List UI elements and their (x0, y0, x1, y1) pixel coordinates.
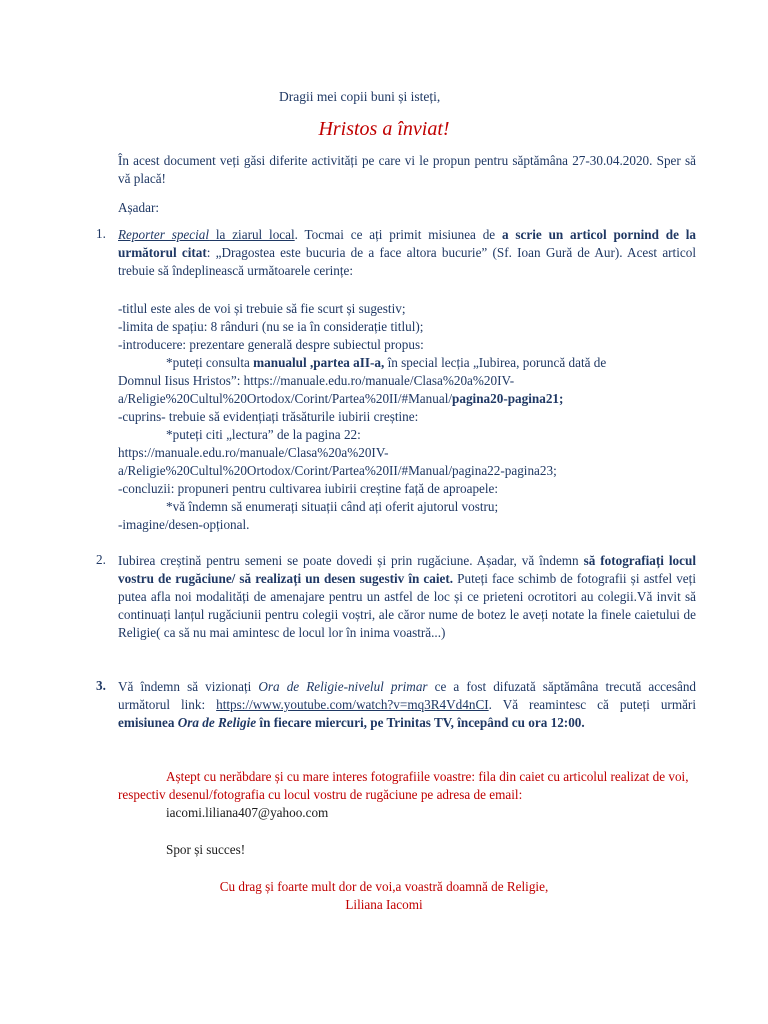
item1-line6-bold: pagina20-pagina21; (452, 391, 564, 406)
asadar-label: Așadar: (118, 200, 160, 215)
item1-line3: -introducere: prezentare generală despre subiectul propus: (118, 337, 424, 352)
email-address[interactable]: iacomi.liliana407@yahoo.com (166, 805, 329, 820)
closing-text: Aștept cu nerăbdare și cu mare interes fotografiile voastre: fila din caiet cu articolul realizat de voi, respectiv desenul/fotografia cu locul vostru de rugăciune pe adresa de email: (118, 769, 689, 802)
item2-text2: Puteți face schimb de fotografii și astfel veți putea afla noi modalități de amenajare pentru un astfel de loc și ce prieteni ocrotitori au colegii.Vă invit să continuați lanțul rugăciunii pentru colegii voștri, ale căror nume de botez le aveți notate la finele caietului de Religie( ca să nu mai amintesc de locul lor în inima voastră...) (118, 571, 696, 640)
item3-bold1: emisiunea (118, 715, 178, 730)
signature-name: Liliana Iacomi (345, 897, 423, 912)
wish-text: Spor și succes! (166, 842, 246, 857)
item3-paragraph (118, 678, 696, 732)
item1-bold1: a scrie un articol pornind de la următorul citat (118, 227, 697, 260)
item1-title2: la ziarul local (209, 227, 295, 242)
item1-line4 (166, 354, 606, 372)
item3-bolditalic: Ora de Religie (177, 715, 257, 730)
item1-line9: https://manuale.edu.ro/manuale/Clasa%20a%20IV- (118, 445, 389, 460)
item1-line4-rest: în special lecția „Iubirea, poruncă dată de (384, 355, 607, 370)
item1-line4-text: *puteți consulta (166, 355, 254, 370)
item3-italic1: Ora de Religie-nivelul primar (258, 679, 428, 694)
item2-text1: Iubirea creștină pentru semeni se poate dovedi și prin rugăciune. Așadar, vă îndemn (118, 553, 584, 568)
item3-text1: Vă îndemn să vizionați (118, 679, 259, 694)
item1-line4-bold: manualul ,partea aII-a, (253, 355, 385, 370)
item1-text1: . Tocmai ce ați primit misiunea de (294, 227, 502, 242)
item1-line11: -concluzii: propuneri pentru cultivarea iubirii creștine față de aproapele: (118, 481, 499, 496)
item1-line12: *vă îndemn să enumerați situații când ați oferit ajutorul vostru; (166, 499, 499, 514)
item1-line6 (118, 390, 563, 408)
item3-text2: ce a fost difuzată săptămâna trecută accesând următorul link: (118, 679, 697, 712)
item3-bold2: în fiecare miercuri, pe Trinitas TV, începând cu ora 12:00. (256, 715, 585, 730)
item1-line7: -cuprins- trebuie să evidențiați trăsăturile iubirii creștine: (118, 409, 419, 424)
item2-paragraph (118, 552, 696, 642)
item1-line2: -limita de spațiu: 8 rânduri (nu se ia în considerație titlul); (118, 319, 424, 334)
item1-line6-text: a/Religie%20Cultul%20Ortodox/Corint/Partea%20II/#Manual/ (118, 391, 453, 406)
item1-line10: a/Religie%20Cultul%20Ortodox/Corint/Partea%20II/#Manual/pagina22-pagina23; (118, 463, 557, 478)
signature-line1: Cu drag și foarte mult dor de voi,a voastră doamnă de Religie, (219, 879, 549, 894)
item1-paragraph (118, 226, 696, 280)
item1-line1: -titlul este ales de voi și trebuie să fie scurt și sugestiv; (118, 301, 406, 316)
item3-text3: . Vă reamintesc că puteți urmări (488, 697, 696, 712)
item1-line5: Domnul Iisus Hristos”: https://manuale.edu.ro/manuale/Clasa%20a%20IV- (118, 373, 515, 388)
item1-text2: : „Dragostea este bucuria de a face altora bucurie” (Sf. Ioan Gură de Aur). Acest articol trebuie să îndeplinească următoarele cerințe: (118, 245, 697, 278)
item1-title: Reporter special (118, 227, 210, 242)
greeting: Dragii mei copii buni și isteți, (279, 89, 441, 104)
youtube-link[interactable]: https://www.youtube.com/watch?v=mq3R4Vd4nCI (216, 697, 489, 712)
item2-bold1: să fotografiați locul vostru de rugăciune/ să realizați un desen sugestiv în caiet. (118, 553, 696, 586)
item1-number: 1. (96, 226, 106, 241)
closing-paragraph (118, 768, 696, 804)
item3-number: 3. (96, 678, 106, 693)
item1-line8: *puteți citi „lectura” de la pagina 22: (166, 427, 361, 442)
heading: Hristos a înviat! (318, 118, 450, 140)
item2-number: 2. (96, 552, 106, 567)
intro-paragraph: În acest document veți găsi diferite activități pe care vi le propun pentru săptămâna 27-30.04.2020. Sper să vă placă! (118, 153, 696, 186)
item1-line13: -imagine/desen-opțional. (118, 517, 250, 532)
